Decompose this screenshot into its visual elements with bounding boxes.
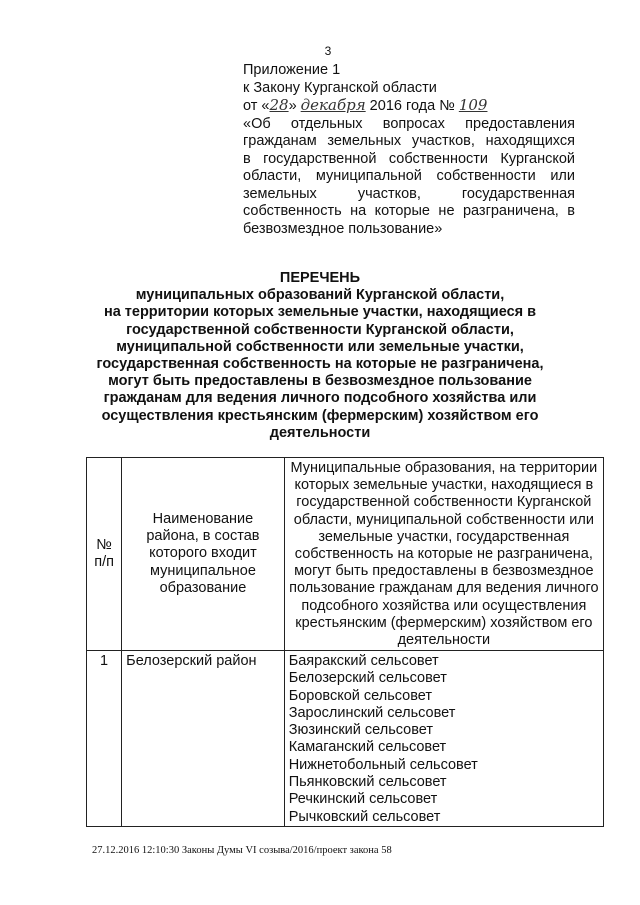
handwritten-law-number: 109 xyxy=(458,96,488,114)
table-header-row xyxy=(87,458,604,651)
header-line: п/п xyxy=(94,554,114,570)
heading-line: муниципальных образований Курганской области, xyxy=(135,287,505,304)
heading-title: ПЕРЕЧЕНЬ xyxy=(279,270,361,286)
list-item: Боровской сельсовет xyxy=(288,687,432,704)
list-item: Зарослинский сельсовет xyxy=(288,704,456,721)
header-line: Муниципальные образования, на территории xyxy=(290,460,598,476)
list-item: Баяракский сельсовет xyxy=(288,653,439,669)
appendix-title-line: собственность на которые не разграничена, в xyxy=(243,203,575,219)
heading-line: государственная собственность на которые не разграничена, xyxy=(96,356,544,373)
list-item: Зюзинский сельсовет xyxy=(288,722,434,739)
header-line: области, муниципальной собственности или xyxy=(293,511,594,528)
heading-line: осуществления крестьянским (фермерским) хозяйством его xyxy=(101,407,539,424)
appendix-header xyxy=(243,62,575,238)
appendix-law-reference: к Закону Курганской области xyxy=(243,79,437,96)
header-line: пользование гражданам для ведения личного xyxy=(289,580,599,597)
heading-line: на территории которых земельные участки, находящиеся в xyxy=(103,304,537,321)
header-line: крестьянским (фермерским) хозяйством его xyxy=(295,614,593,631)
heading-line: гражданам для ведения личного подсобного хозяйства или xyxy=(103,390,537,407)
heading-line: государственной собственности Курганской области, xyxy=(126,321,514,338)
footer-note: 27.12.2016 12:10:30 Законы Думы VI созыва/2016/проект закона 58 xyxy=(92,845,392,856)
list-item: Белозерский сельсовет xyxy=(288,670,447,687)
handwritten-day: 28 xyxy=(269,96,289,114)
appendix-title-line: «Об отдельных вопросах предоставления xyxy=(243,115,575,132)
heading-subtitle xyxy=(80,287,560,442)
list-item: Рычковский сельсовет xyxy=(288,808,441,825)
heading-line: могут быть предоставлены в безвозмездное пользование xyxy=(108,373,532,390)
header-line: № xyxy=(96,536,112,553)
header-line: собственность на которые не разграничена, xyxy=(294,546,593,563)
row-municipalities xyxy=(284,651,603,827)
header-line: государственной собственности Курганской xyxy=(296,494,592,511)
heading-line: деятельности xyxy=(269,424,371,441)
date-mid: » xyxy=(288,98,301,114)
header-line: муниципальное xyxy=(149,562,256,579)
appendix-title-line: гражданам земельных участков, находящихся xyxy=(243,133,575,149)
list-item: Камаганский сельсовет xyxy=(288,739,447,756)
date-prefix: от « xyxy=(243,98,270,114)
handwritten-month: декабря xyxy=(300,96,366,114)
row-district: Белозерский район xyxy=(122,651,285,827)
page-number: 3 xyxy=(324,44,332,58)
appendix-title-line: в государственной собственности Курганской xyxy=(243,150,575,167)
date-suffix: 2016 года № xyxy=(365,98,455,114)
municipalities-table xyxy=(86,457,604,827)
header-line: которых земельные участки, находящиеся в xyxy=(294,477,594,494)
appendix-line: Приложение 1 xyxy=(243,62,341,78)
column-header-number xyxy=(87,458,122,651)
header-line: которого входит xyxy=(149,545,257,562)
header-line: земельные участки, государственная xyxy=(318,528,570,545)
header-line: могут быть предоставлены в безвозмездное xyxy=(294,563,594,580)
appendix-date-line xyxy=(243,97,575,116)
column-header-municipalities xyxy=(284,458,603,651)
heading-line: муниципальной собственности или земельные участки, xyxy=(116,338,524,355)
appendix-law-title xyxy=(243,116,575,239)
header-line: образование xyxy=(159,579,247,596)
column-header-district xyxy=(122,458,285,651)
document-heading xyxy=(80,270,560,442)
header-line: Наименование xyxy=(152,510,254,527)
list-item: Нижнетобольный сельсовет xyxy=(288,756,478,773)
appendix-title-line: земельных участков, государственная xyxy=(243,185,575,202)
row-number: 1 xyxy=(87,651,122,827)
header-line: района, в состав xyxy=(146,528,260,545)
list-item: Речкинский сельсовет xyxy=(288,791,438,808)
appendix-title-line: безвозмездное пользование» xyxy=(243,220,443,237)
header-line: подсобного хозяйства или осуществления xyxy=(301,597,587,614)
table-row xyxy=(87,651,604,827)
header-line: деятельности xyxy=(397,632,491,649)
appendix-title-line: области, муниципальной собственности или xyxy=(243,168,575,184)
list-item: Пьянковский сельсовет xyxy=(288,774,447,791)
